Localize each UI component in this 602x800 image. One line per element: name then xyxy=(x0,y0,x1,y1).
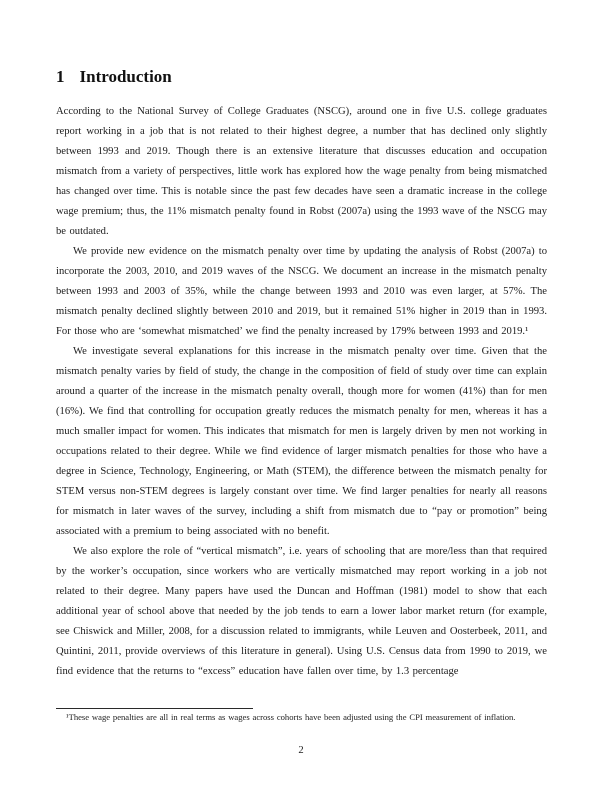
section-title: Introduction xyxy=(79,67,172,86)
page-number: 2 xyxy=(298,745,304,756)
paragraph-1: According to the National Survey of College Graduates (NSCG), around one in five U.S. college graduates report working in a job that is not related to their highest degree, a number that has declined only slightly between 1993 and 2019. Though there is an extensive literature that discusses education and occupation mismatch from a variety of perspectives, little work has explored how the wage penalty from being mismatched has changed over time. This is notable since the past few decades have seen a dramatic increase in the college wage premium; thus, the 11% mismatch penalty found in Robst (2007a) using the 1993 wave of the NSCG may be outdated. xyxy=(56,106,547,237)
page-body xyxy=(56,68,547,682)
footnote-text: ¹These wage penalties are all in real terms as wages across cohorts have been adjusted using the CPI measurement of inflation. xyxy=(66,712,516,722)
section-heading xyxy=(56,68,547,85)
paragraph-3: We investigate several explanations for this increase in the mismatch penalty over time. Given that the mismatch penalty varies by field of study, the change in the composition of field of study over time can explain around a quarter of the increase in the mismatch penalty overall, though more for women (41%) than for men (16%). We find that controlling for occupation greatly reduces the mismatch penalty for men, whereas it has a much smaller impact for women. This indicates that mismatch for men is largely driven by men not working in occupations related to their degree. While we find evidence of larger mismatch penalties for those who have a degree in Science, Technology, Engineering, or Math (STEM), the difference between the mismatch penalty for STEM versus non-STEM degrees is largely constant over time. We find larger penalties for nearly all reasons for mismatch in later waves of the survey, including a shift from mismatch due to “pay or promotion” being associated with a premium to being associated with no benefit. xyxy=(56,346,547,537)
paragraph-2: We provide new evidence on the mismatch penalty over time by updating the analysis of Robst (2007a) to incorporate the 2003, 2010, and 2019 waves of the NSCG. We document an increase in the mismatch penalty between 1993 and 2003 of 35%, while the change between 1993 and 2010 was even larger, at 57%. The mismatch penalty declined slightly between 2010 and 2019, but it remained 51% higher in 2019 than in 1993. For those who are ‘somewhat mismatched’ we find the penalty increased by 179% between 1993 and 2019.¹ xyxy=(56,246,547,337)
footnote-rule xyxy=(56,708,253,709)
paragraph-4: We also explore the role of “vertical mismatch”, i.e. years of schooling that are more/less than that required by the worker’s occupation, since workers who are vertically mismatched may report working in a job not related to their degree. Many papers have used the Duncan and Hoffman (1981) model to show that each additional year of school above that needed by the job tends to earn a lower labor market return (for example, see Chiswick and Miller, 2008, for a discussion related to immigrants, while Leuven and Oosterbeek, 2011, and Quintini, 2011, provide overviews of this literature in general). Using U.S. Census data from 1990 to 2019, we find evidence that the returns to “excess” education have fallen over time, by 1.3 percentage xyxy=(56,546,547,677)
section-number: 1 xyxy=(56,67,65,86)
